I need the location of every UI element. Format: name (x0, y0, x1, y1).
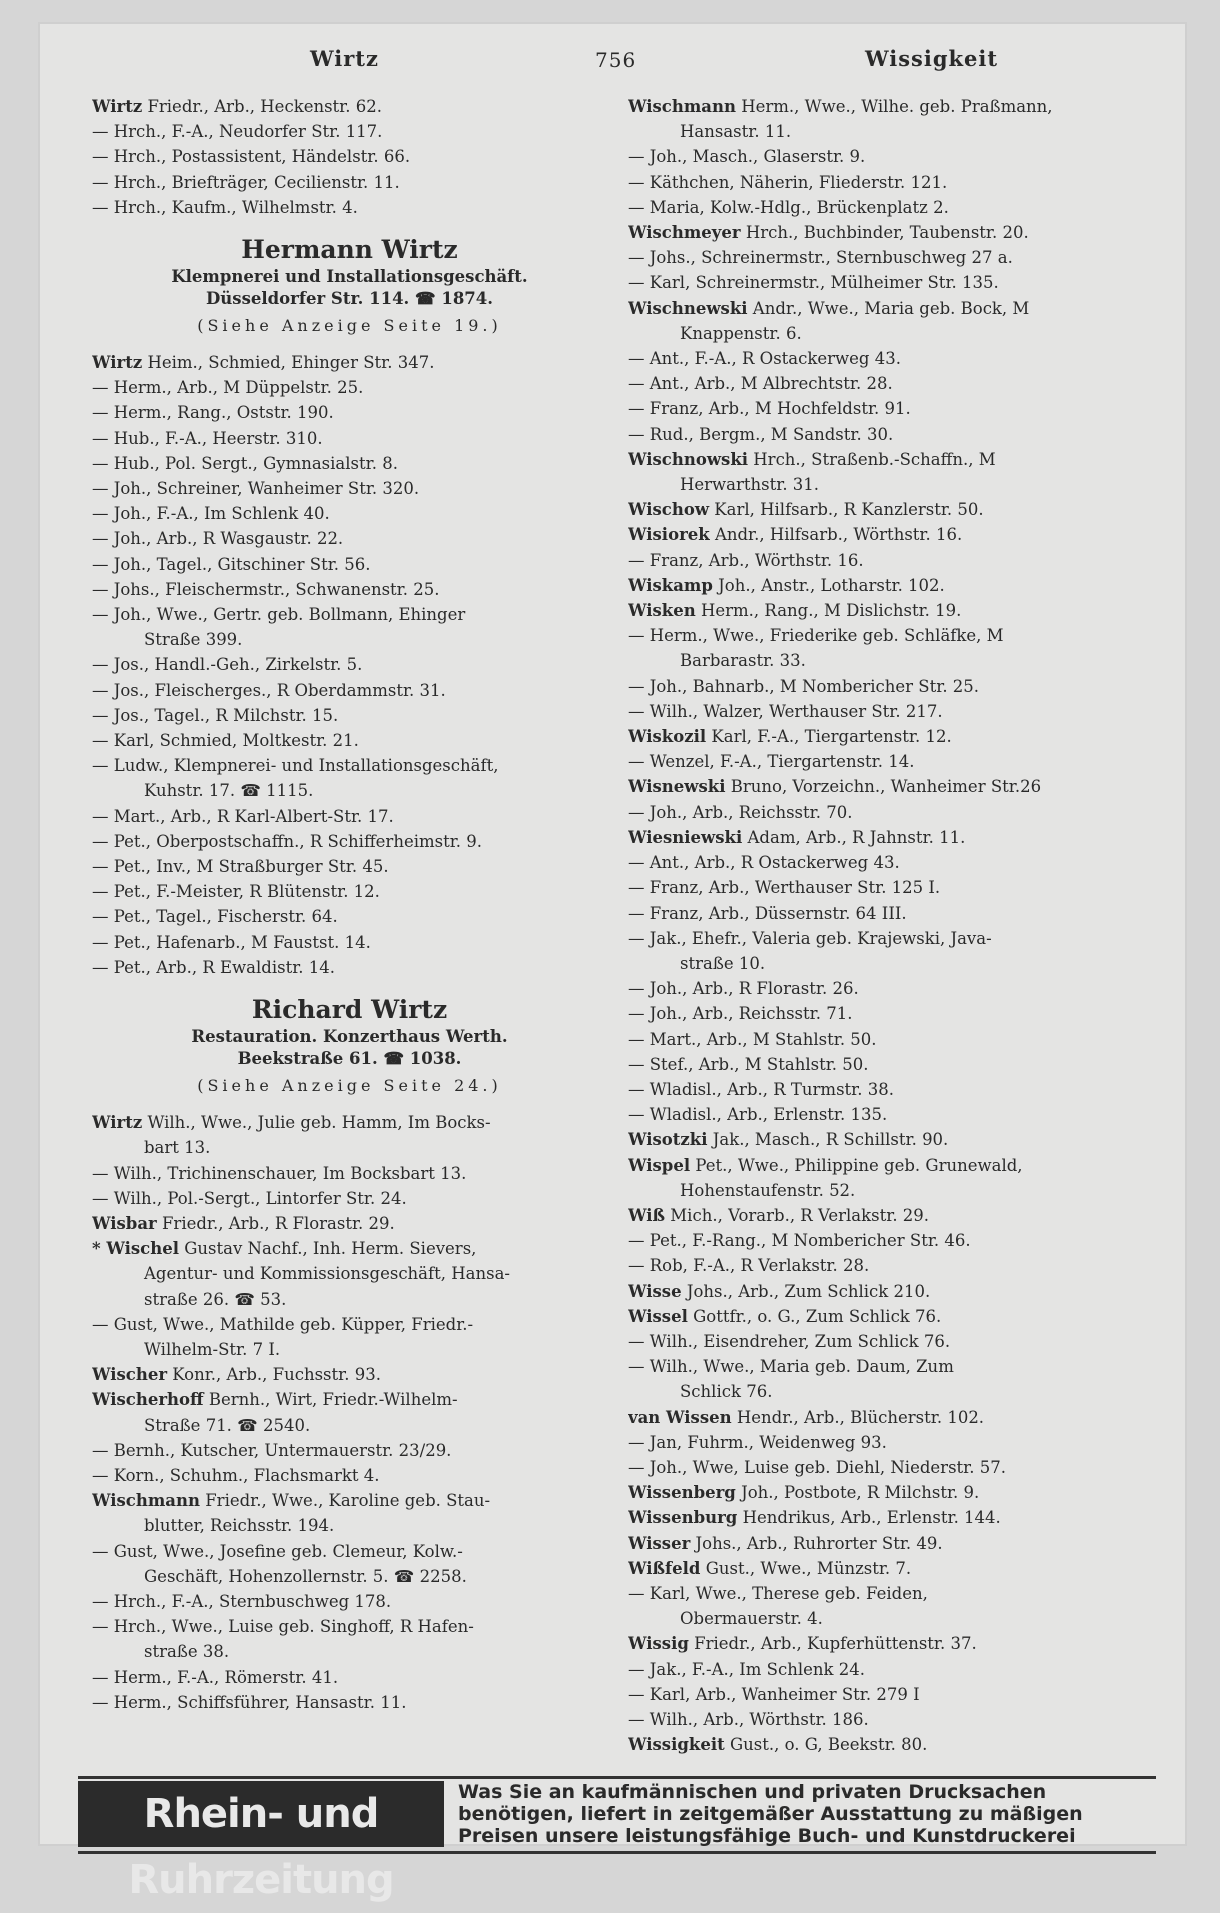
entry-surname: Wischmann (92, 1491, 200, 1511)
directory-entry: — Ludw., Klempnerei- und Installationsgeschäft, (92, 756, 499, 776)
directory-entry: — Gust, Wwe., Mathilde geb. Küpper, Friedr.- (92, 1314, 474, 1334)
directory-entry: — Gust, Wwe., Josefine geb. Clemeur, Kolw.- (92, 1541, 463, 1561)
directory-entry: Wiß Mich., Vorarb., R Verlakstr. 29. (628, 1205, 930, 1225)
directory-entry: Wirtz Heim., Schmied, Ehinger Str. 347. (92, 353, 435, 373)
directory-entry: — Joh., Arb., Reichsstr. 70. (628, 802, 853, 822)
directory-page (40, 24, 1185, 1903)
directory-entry: Wisiorek Andr., Hilfsarb., Wörthstr. 16. (628, 525, 963, 545)
entry-surname: Wirtz (92, 97, 143, 116)
directory-entry: — Joh., Arb., R Florastr. 26. (628, 979, 859, 999)
entry-surname: * Wischel (92, 1239, 179, 1259)
directory-entry: — Maria, Kolw.-Hdlg., Brückenplatz 2. (628, 197, 949, 217)
directory-entry: — Herm., Schiffsführer, Hansastr. 11. (92, 1692, 407, 1712)
block-note: (Siehe Anzeige Seite 19.) (197, 316, 502, 336)
directory-entry: Wischmann Friedr., Wwe., Karoline geb. Stau- (92, 1491, 491, 1511)
directory-entry: — Franz, Arb., Werthauser Str. 125 I. (628, 878, 941, 898)
directory-entry: — Joh., Wwe, Luise geb. Diehl, Niederstr. 57. (628, 1457, 1006, 1477)
entry-continuation: Herwarthstr. 31. (680, 475, 820, 495)
directory-entry: Wißfeld Gust., Wwe., Münzstr. 7. (628, 1558, 912, 1578)
directory-entry: — Herm., Rang., Oststr. 190. (92, 403, 334, 423)
directory-entry: — Karl, Arb., Wanheimer Str. 279 I (628, 1684, 920, 1704)
directory-entry: — Jos., Handl.-Geh., Zirkelstr. 5. (92, 655, 363, 675)
entry-continuation: straße 26. ☎ 53. (144, 1289, 287, 1309)
entry-surname: Wisiorek (628, 525, 710, 545)
directory-entry: — Jak., Ehefr., Valeria geb. Krajewski, Java- (628, 928, 992, 948)
ad-brand: Rhein- und Ruhrzeitung (78, 1781, 444, 1847)
directory-entry: — Pet., Tagel., Fischerstr. 64. (92, 907, 338, 927)
entry-continuation: Hansastr. 11. (680, 122, 792, 142)
directory-entry: — Herm., Arb., M Düppelstr. 25. (92, 378, 364, 398)
directory-entry: — Karl, Schmied, Moltkestr. 21. (92, 731, 359, 751)
directory-entry: — Joh., Wwe., Gertr. geb. Bollmann, Ehinger (92, 605, 466, 625)
entry-surname: Wissigkeit (628, 1735, 725, 1755)
business-advert-block (92, 234, 607, 338)
directory-entry: * Wischel Gustav Nachf., Inh. Herm. Sievers, (92, 1239, 477, 1259)
entry-continuation: Straße 399. (144, 630, 243, 650)
directory-entry: Wisnewski Bruno, Vorzeichn., Wanheimer Str.26 (628, 777, 1042, 797)
directory-entry: Wiesniewski Adam, Arb., R Jahnstr. 11. (628, 827, 966, 847)
header-right-keyword: Wissigkeit (865, 46, 999, 71)
directory-entry: — Bernh., Kutscher, Untermauerstr. 23/29. (92, 1440, 452, 1460)
directory-entry: — Joh., F.-A., Im Schlenk 40. (92, 504, 330, 524)
page-number: 756 (595, 48, 637, 72)
directory-entry: — Karl, Wwe., Therese geb. Feiden, (628, 1583, 928, 1603)
directory-entry: Wischow Karl, Hilfsarb., R Kanzlerstr. 50. (628, 500, 984, 520)
directory-entry: — Herm., Wwe., Friederike geb. Schläfke, M (628, 626, 1004, 646)
directory-entry: — Joh., Tagel., Gitschiner Str. 56. (92, 554, 371, 574)
entry-surname: Wischnewski (628, 298, 748, 318)
directory-entry: — Hrch., F.-A., Sternbuschweg 178. (92, 1591, 392, 1611)
directory-entry: — Pet., Arb., R Ewaldistr. 14. (92, 957, 336, 977)
directory-entry: — Pet., Oberpostschaffn., R Schifferheimstr. 9. (92, 831, 483, 851)
directory-entry: Wissenburg Hendrikus, Arb., Erlenstr. 144. (628, 1508, 1001, 1528)
directory-entry: — Rud., Bergm., M Sandstr. 30. (628, 424, 894, 444)
directory-entry: Wispel Pet., Wwe., Philippine geb. Grunewald, (628, 1155, 1023, 1175)
entry-surname: van Wissen (628, 1407, 732, 1427)
right-column (628, 94, 1148, 1757)
ad-line: Was Sie an kaufmännischen und privaten Drucksachen (458, 1781, 1047, 1803)
directory-entry: Wissel Gottfr., o. G., Zum Schlick 76. (628, 1306, 942, 1326)
directory-entry: Wischmann Herm., Wwe., Wilhe. geb. Praßmann, (628, 97, 1053, 116)
directory-entry: — Hrch., Kaufm., Wilhelmstr. 4. (92, 197, 358, 217)
ad-line: Preisen unsere leistungsfähige Buch- und Kunstdruckerei (458, 1825, 1076, 1847)
entry-continuation: straße 10. (680, 953, 766, 973)
left-column (92, 94, 607, 1715)
entry-surname: Wiskamp (628, 575, 713, 595)
directory-entry: — Joh., Masch., Glaserstr. 9. (628, 147, 866, 167)
directory-entry: — Pet., F.-Rang., M Nomberichеr Str. 46. (628, 1231, 971, 1251)
directory-entry: — Jan, Fuhrm., Weidenweg 93. (628, 1432, 887, 1452)
directory-entry: — Hub., Pol. Sergt., Gymnasialstr. 8. (92, 453, 398, 473)
entry-surname: Wirtz (92, 353, 143, 373)
entry-surname: Wirtz (92, 1113, 143, 1133)
entry-continuation: Knappenstr. 6. (680, 323, 802, 343)
entry-surname: Wispel (628, 1155, 691, 1175)
entry-surname: Wischerhoff (92, 1390, 204, 1410)
advertisement-banner (78, 1776, 1156, 1903)
directory-entry: — Hub., F.-A., Heerstr. 310. (92, 428, 323, 448)
directory-entry: — Wladisl., Arb., Erlenstr. 135. (628, 1105, 888, 1125)
directory-entry: Wiskamp Joh., Anstr., Lotharstr. 102. (628, 575, 945, 595)
entry-surname: Wisken (628, 601, 696, 621)
directory-entry: — Herm., F.-A., Römerstr. 41. (92, 1667, 339, 1687)
directory-entry: Wischmeyer Hrch., Buchbinder, Taubenstr. 20. (628, 223, 1029, 243)
entry-continuation: Wilhelm-Str. 7 I. (144, 1339, 281, 1359)
directory-entry: — Wilh., Walzer, Werthauser Str. 217. (628, 701, 943, 721)
entry-continuation: Agentur- und Kommissionsgeschäft, Hansa- (144, 1264, 510, 1284)
directory-entry: — Joh., Arb., Reichsstr. 71. (628, 1004, 853, 1024)
block-addr: Düsseldorfer Str. 114. ☎ 1874. (205, 289, 494, 309)
directory-entry: — Jos., Tagel., R Milchstr. 15. (92, 705, 339, 725)
directory-entry: — Ant., Arb., R Ostackerweg 43. (628, 853, 900, 873)
entry-continuation: Straße 71. ☎ 2540. (144, 1415, 311, 1435)
directory-entry: — Joh., Bahnarb., M Nomberichеr Str. 25. (628, 676, 980, 696)
directory-entry: — Wilh., Wwe., Maria geb. Daum, Zum (628, 1357, 954, 1377)
directory-entry: — Pet., F.-Meister, R Blütenstr. 12. (92, 882, 380, 902)
directory-entry: Wissigkeit Gust., o. G, Beekstr. 80. (628, 1735, 928, 1755)
directory-entry: Wirtz Friedr., Arb., Heckenstr. 62. (92, 97, 382, 116)
directory-entry: Wisser Johs., Arb., Ruhrorter Str. 49. (628, 1533, 943, 1553)
entry-surname: Wischnowski (628, 449, 749, 469)
entry-surname: Wissenberg (628, 1483, 736, 1503)
directory-entry: Wischnewski Andr., Wwe., Maria geb. Bock, M (628, 298, 1030, 318)
directory-entry: Wisse Johs., Arb., Zum Schlick 210. (628, 1281, 931, 1301)
directory-entry: — Rob, F.-A., R Verlakstr. 28. (628, 1256, 870, 1276)
entry-continuation: Schlick 76. (680, 1382, 773, 1402)
entry-surname: Wisnewski (628, 777, 726, 797)
directory-entry: Wisbar Friedr., Arb., R Florastr. 29. (92, 1213, 395, 1233)
directory-entry: — Mart., Arb., R Karl-Albert-Str. 17. (92, 806, 394, 826)
entry-surname: Wisse (628, 1281, 682, 1301)
directory-entry: — Karl, Schreinermstr., Mülheimer Str. 135. (628, 273, 999, 293)
entry-surname: Wissig (628, 1634, 689, 1654)
entry-surname: Wischer (92, 1365, 168, 1385)
entry-continuation: bart 13. (144, 1138, 211, 1158)
directory-entry: — Franz, Arb., Düssernstr. 64 III. (628, 903, 907, 923)
directory-entry: Wisotzki Jak., Masch., R Schillstr. 90. (628, 1130, 949, 1150)
directory-entry: Wissig Friedr., Arb., Kupferhüttenstr. 37. (628, 1634, 977, 1654)
directory-entry: — Joh., Schreiner, Wanheimer Str. 320. (92, 479, 420, 499)
directory-entry: — Joh., Arb., R Wasgaustr. 22. (92, 529, 344, 549)
entry-continuation: Kuhstr. 17. ☎ 1115. (144, 781, 314, 801)
directory-entry: — Ant., Arb., M Albrechtstr. 28. (628, 374, 893, 394)
entry-continuation: Obermauerstr. 4. (680, 1609, 823, 1629)
directory-entry: — Jak., F.-A., Im Schlenk 24. (628, 1659, 866, 1679)
directory-entry: — Stef., Arb., M Stahlstr. 50. (628, 1054, 869, 1074)
directory-entry: — Mart., Arb., M Stahlstr. 50. (628, 1029, 877, 1049)
entry-continuation: Hohenstaufenstr. 52. (680, 1180, 856, 1200)
directory-entry: Wirtz Wilh., Wwe., Julie geb. Hamm, Im Bocks- (92, 1113, 491, 1133)
entry-continuation: Geschäft, Hohenzollernstr. 5. ☎ 2258. (144, 1566, 467, 1586)
entry-surname: Wiß (628, 1205, 666, 1225)
directory-entry: Wischerhoff Bernh., Wirt, Friedr.-Wilhelm- (92, 1390, 458, 1410)
directory-entry: — Ant., F.-A., R Ostackerweg 43. (628, 349, 901, 369)
header-left-keyword: Wirtz (310, 46, 379, 71)
directory-entry: — Wilh., Trichinenschauer, Im Bocksbart 13. (92, 1163, 467, 1183)
entry-surname: Wisser (628, 1533, 691, 1553)
directory-entry: — Hrch., Briefträger, Cecilienstr. 11. (92, 172, 400, 192)
directory-entry: Wischer Konr., Arb., Fuchsstr. 93. (92, 1365, 381, 1385)
entry-surname: Wischmeyer (628, 223, 741, 243)
ad-text (458, 1781, 1153, 1847)
directory-entry: — Wilh., Eisendreher, Zum Schlick 76. (628, 1331, 951, 1351)
entry-surname: Wißfeld (628, 1558, 701, 1578)
entry-surname: Wiesniewski (628, 827, 743, 847)
directory-entry: — Pet., Hafenarb., M Faustst. 14. (92, 932, 371, 952)
directory-entry: — Franz, Arb., M Hochfeldstr. 91. (628, 399, 911, 419)
entry-surname: Wisotzki (628, 1130, 708, 1150)
block-note: (Siehe Anzeige Seite 24.) (197, 1076, 502, 1096)
directory-entry: — Johs., Fleischermstr., Schwanenstr. 25. (92, 579, 440, 599)
block-name: Hermann Wirtz (241, 235, 458, 265)
directory-entry: — Wenzel, F.-A., Tiergartenstr. 14. (628, 752, 915, 772)
block-name: Richard Wirtz (251, 995, 448, 1025)
block-sub: Klempnerei und Installationsgeschäft. (171, 267, 528, 287)
directory-entry: — Korn., Schuhm., Flachsmarkt 4. (92, 1465, 380, 1485)
entry-surname: Wisbar (92, 1213, 157, 1233)
entry-continuation: Barbarastr. 33. (680, 651, 806, 671)
directory-entry: van Wissen Hendr., Arb., Blücherstr. 102. (628, 1407, 985, 1427)
entry-surname: Wissel (628, 1306, 688, 1326)
entry-continuation: blutter, Reichsstr. 194. (144, 1516, 335, 1536)
entry-surname: Wischmann (628, 97, 736, 116)
directory-entry: — Wladisl., Arb., R Turmstr. 38. (628, 1079, 894, 1099)
directory-entry: Wischnowski Hrch., Straßenb.-Schaffn., M (628, 449, 996, 469)
block-addr: Beekstraße 61. ☎ 1038. (237, 1049, 462, 1069)
directory-entry: Wisken Herm., Rang., M Dislichstr. 19. (628, 601, 962, 621)
directory-entry: — Pet., Inv., M Straßburger Str. 45. (92, 857, 389, 877)
directory-entry: — Wilh., Pol.-Sergt., Lintorfer Str. 24. (92, 1188, 407, 1208)
directory-entry: Wissenberg Joh., Postbote, R Milchstr. 9. (628, 1483, 980, 1503)
block-sub: Restauration. Konzerthaus Werth. (191, 1027, 508, 1047)
directory-entry: — Wilh., Arb., Wörthstr. 186. (628, 1710, 869, 1729)
ad-line: benötigen, liefert in zeitgemäßer Ausstattung zu mäßigen (458, 1803, 1083, 1825)
entry-surname: Wiskozil (628, 727, 707, 747)
entry-surname: Wissenburg (628, 1508, 738, 1528)
directory-entry: — Franz, Arb., Wörthstr. 16. (628, 550, 864, 570)
directory-entry: Wiskozil Karl, F.-A., Tiergartenstr. 12. (628, 727, 952, 747)
directory-entry: — Käthchen, Näherin, Fliederstr. 121. (628, 172, 948, 192)
directory-entry: — Hrch., F.-A., Neudorfer Str. 117. (92, 122, 383, 142)
directory-entry: — Jos., Fleischerges., R Oberdammstr. 31. (92, 680, 446, 700)
entry-surname: Wischow (628, 500, 710, 520)
directory-entry: — Hrch., Wwe., Luise geb. Singhoff, R Hafen- (92, 1617, 474, 1637)
entry-continuation: straße 38. (144, 1642, 230, 1662)
business-advert-block (92, 994, 607, 1098)
directory-entry: — Hrch., Postassistent, Händelstr. 66. (92, 147, 411, 167)
directory-entry: — Johs., Schreinermstr., Sternbuschweg 27 a. (628, 248, 1013, 268)
